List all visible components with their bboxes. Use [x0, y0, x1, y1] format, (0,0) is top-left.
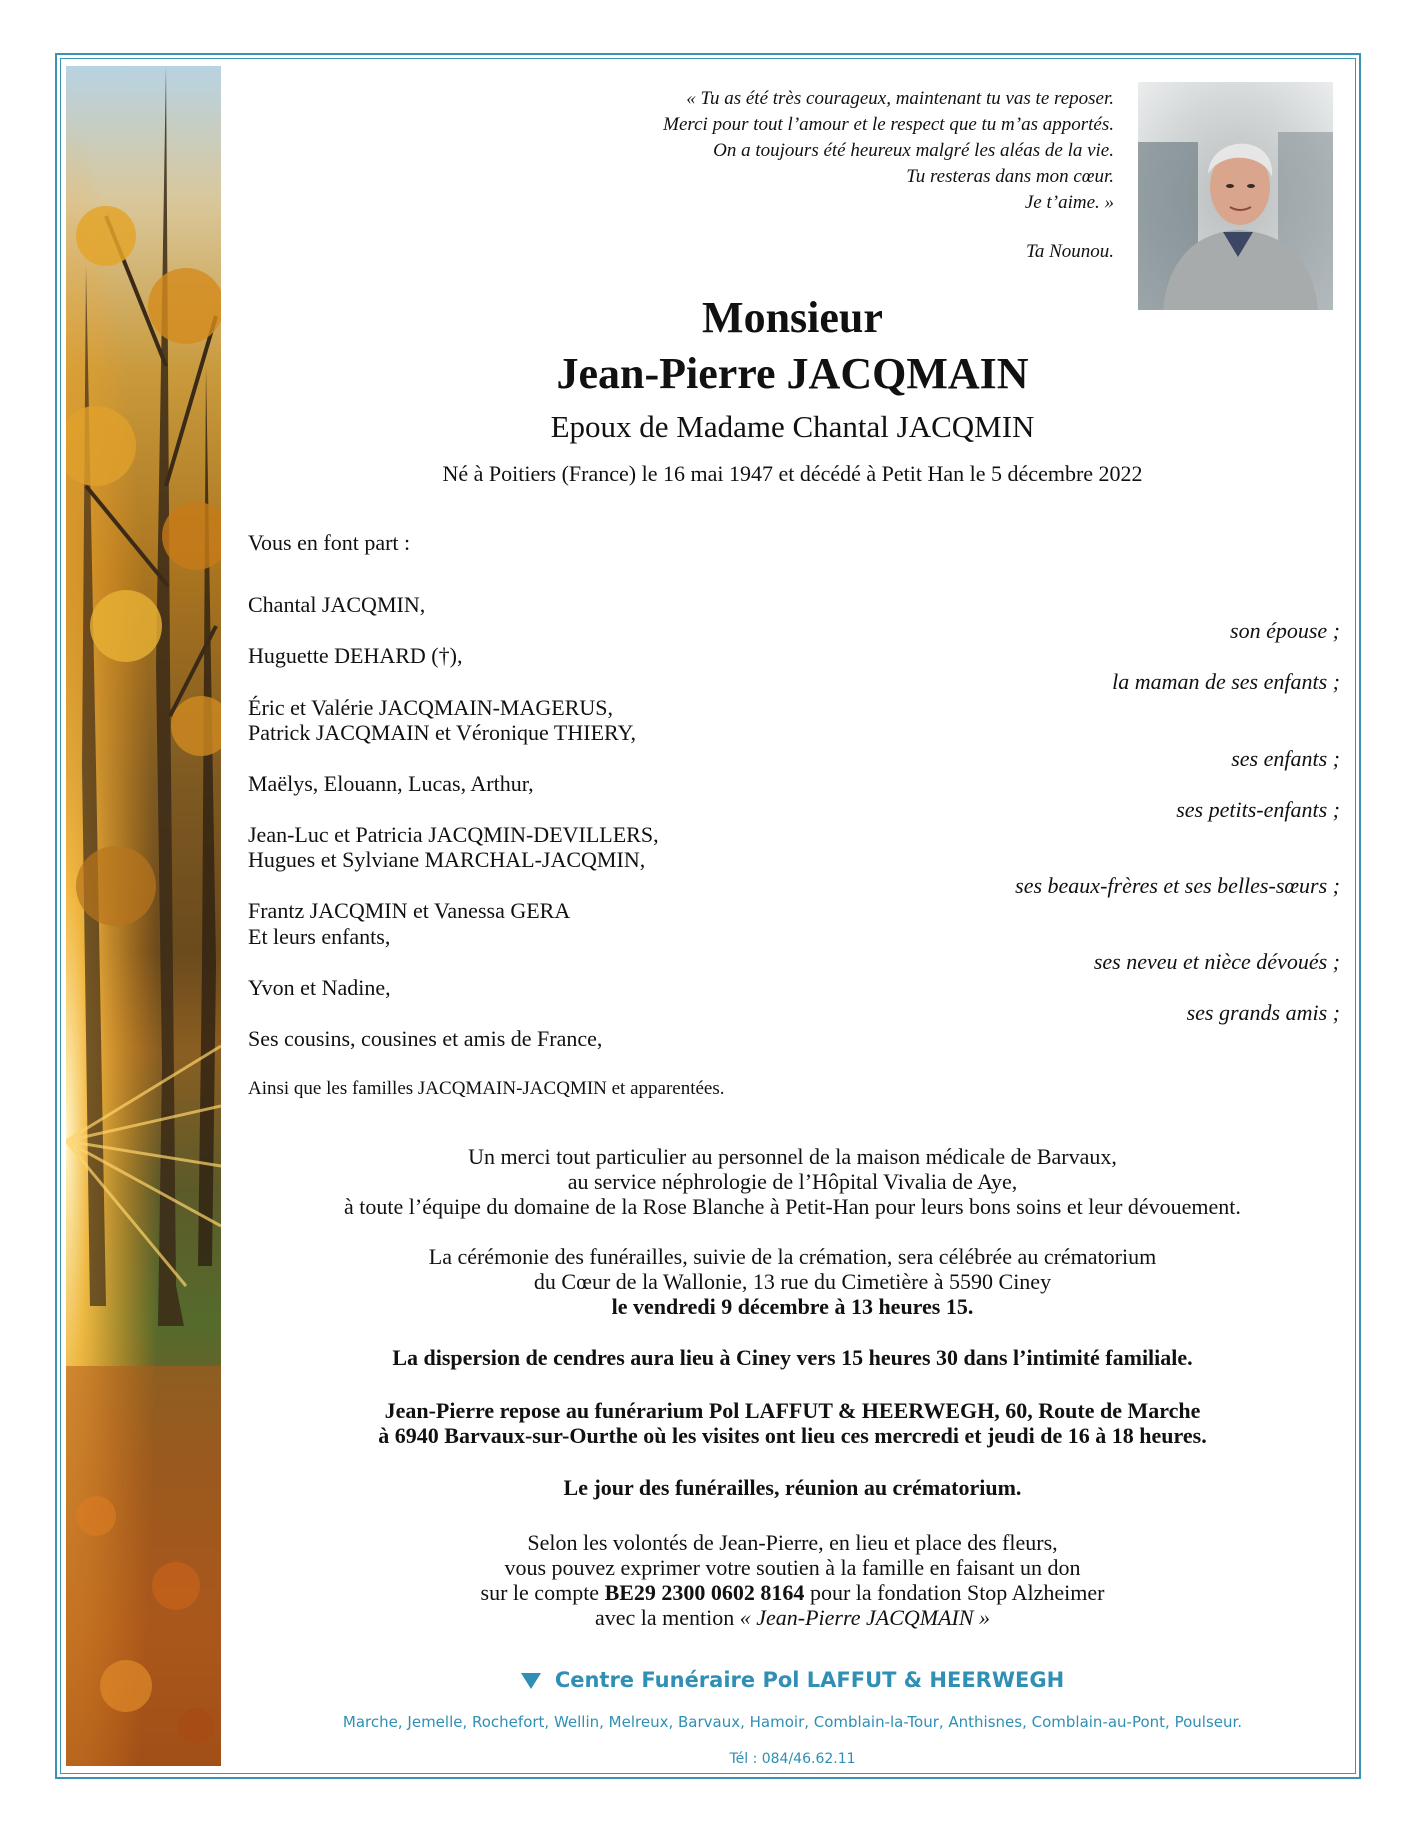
- quote-line: Merci pour tout l’amour et le respect que tu m’as apportés.: [663, 114, 1114, 135]
- autumn-trees-photo: [66, 66, 221, 1766]
- family-name: Éric et Valérie JACQMAIN-MAGERUS,: [248, 695, 613, 720]
- donation-paragraph: [245, 1530, 1340, 1630]
- visitation-paragraph: [245, 1398, 1340, 1448]
- memorial-quote: [414, 86, 1114, 216]
- thanks-line: au service néphrologie de l’Hôpital Vivalia de Aye,: [567, 1169, 1018, 1194]
- quote-line: Tu resteras dans mon cœur.: [906, 166, 1114, 187]
- thanks-line: Un merci tout particulier au personnel de la maison médicale de Barvaux,: [468, 1144, 1117, 1169]
- thanks-paragraph: [245, 1144, 1340, 1219]
- quote-line: « Tu as été très courageux, maintenant tu vas te reposer.: [686, 88, 1114, 109]
- visitation-line: Jean-Pierre repose au funérarium Pol LAFFUT & HEERWEGH, 60, Route de Marche: [384, 1398, 1201, 1423]
- extended-family-line: Ainsi que les familles JACQMAIN-JACQMIN et apparentées.: [248, 1078, 725, 1099]
- family-name: Yvon et Nadine,: [248, 975, 391, 1000]
- dispersion-notice: La dispersion de cendres aura lieu à Ciney vers 15 heures 30 dans l’intimité familiale.: [392, 1345, 1193, 1370]
- donation-line: [245, 1580, 1340, 1605]
- family-relation: la maman de ses enfants ;: [1112, 669, 1340, 694]
- family-name: Huguette DEHARD (†),: [248, 643, 463, 668]
- ceremony-date: le vendredi 9 décembre à 13 heures 15.: [611, 1294, 974, 1319]
- donation-text: sur le compte: [480, 1580, 605, 1605]
- portrait-photo: [1138, 82, 1333, 310]
- family-name: Frantz JACQMIN et Vanessa GERA: [248, 898, 571, 923]
- donation-text: avec la mention: [594, 1605, 740, 1630]
- funeral-home-phone: Tél : 084/46.62.11: [729, 1751, 856, 1767]
- civility-title: Monsieur: [702, 293, 883, 342]
- family-name: Patrick JACQMAIN et Véronique THIERY,: [248, 720, 637, 745]
- donation-line: Selon les volontés de Jean-Pierre, en lieu et place des fleurs,: [527, 1530, 1058, 1555]
- donation-line: [245, 1605, 1340, 1630]
- family-relation: ses enfants ;: [1231, 746, 1340, 771]
- family-name: Et leurs enfants,: [248, 924, 391, 949]
- bank-account: BE29 2300 0602 8164: [604, 1580, 805, 1605]
- birth-death-dates: Né à Poitiers (France) le 16 mai 1947 et décédé à Petit Han le 5 décembre 2022: [442, 461, 1143, 486]
- ceremony-line: du Cœur de la Wallonie, 13 rue du Cimetière à 5590 Ciney: [533, 1269, 1052, 1294]
- family-relation: son épouse ;: [1230, 618, 1340, 643]
- ceremony-paragraph: [245, 1244, 1340, 1319]
- ceremony-line: La cérémonie des funérailles, suivie de la crémation, sera célébrée au crématorium: [428, 1244, 1157, 1269]
- quote-signature: Ta Nounou.: [1026, 241, 1114, 262]
- visitation-line: à 6940 Barvaux-sur-Ourthe où les visites ont lieu ces mercredi et jeudi de 16 à 18 heures.: [378, 1423, 1207, 1448]
- meeting-notice: Le jour des funérailles, réunion au crématorium.: [563, 1475, 1022, 1500]
- triangle-down-icon: [521, 1673, 541, 1689]
- intro-text: Vous en font part :: [248, 530, 411, 555]
- funeral-home-towns: Marche, Jemelle, Rochefort, Wellin, Melreux, Barvaux, Hamoir, Comblain-la-Tour, Anthisnes, Comblain-au-Pont, Poulseur.: [342, 1713, 1243, 1731]
- donation-mention: « Jean-Pierre JACQMAIN »: [739, 1605, 991, 1630]
- family-name: Hugues et Sylviane MARCHAL-JACQMIN,: [248, 847, 646, 872]
- family-relation: ses beaux-frères et ses belles-sœurs ;: [1015, 873, 1340, 898]
- family-relation: ses grands amis ;: [1186, 1000, 1340, 1025]
- spouse-line: Epoux de Madame Chantal JACQMIN: [550, 409, 1035, 444]
- family-relation: ses petits-enfants ;: [1176, 797, 1340, 822]
- family-name: Ses cousins, cousines et amis de France,: [248, 1026, 603, 1051]
- family-relation: ses neveu et nièce dévoués ;: [1093, 949, 1340, 974]
- family-name: Maëlys, Elouann, Lucas, Arthur,: [248, 771, 534, 796]
- quote-line: On a toujours été heureux malgré les aléas de la vie.: [713, 140, 1114, 161]
- family-name: Jean-Luc et Patricia JACQMIN-DEVILLERS,: [248, 822, 659, 847]
- donation-text: pour la fondation Stop Alzheimer: [804, 1580, 1105, 1605]
- thanks-line: à toute l’équipe du domaine de la Rose Blanche à Petit-Han pour leurs bons soins et leur dévouement.: [344, 1194, 1241, 1219]
- quote-line: Je t’aime. »: [1024, 192, 1114, 213]
- funeral-home-label: Centre Funéraire Pol LAFFUT & HEERWEGH: [554, 1668, 1065, 1692]
- deceased-name: Jean-Pierre JACQMAIN: [556, 349, 1029, 398]
- donation-line: vous pouvez exprimer votre soutien à la famille en faisant un don: [504, 1555, 1081, 1580]
- funeral-home-name: [245, 1668, 1340, 1692]
- family-name: Chantal JACQMIN,: [248, 592, 426, 617]
